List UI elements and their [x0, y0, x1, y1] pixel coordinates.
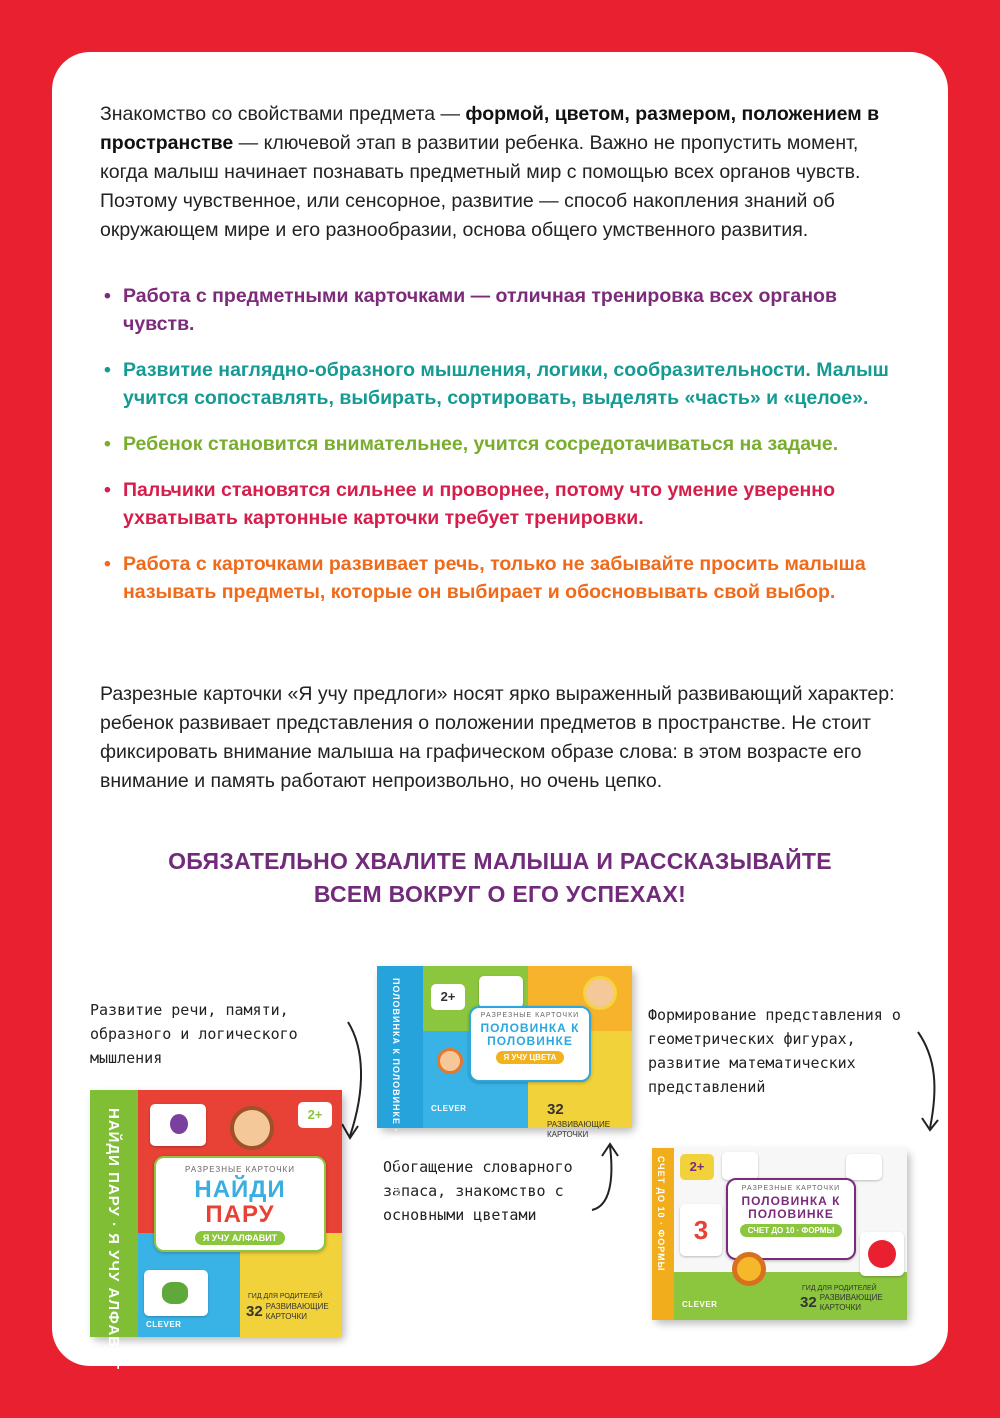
- label-title-line-2: ПАРУ: [205, 1201, 275, 1229]
- label-title-line-1: НАЙДИ: [194, 1176, 286, 1203]
- intro-bold-properties: формой, цветом, размером, положением в пространстве: [100, 103, 880, 154]
- benefit-item: • Ребенок становится внимательнее, учится сосредотачиваться на задаче.: [100, 430, 900, 458]
- callout-line-2: ВСЕМ ВОКРУГ О ЕГО УСПЕХАХ!: [313, 881, 687, 907]
- parent-guide-label: ГИД ДЛЯ РОДИТЕЛЕЙ: [248, 1293, 323, 1300]
- card-count-label: РАЗВИВАЮЩИЕ КАРТОЧКИ: [819, 1293, 883, 1312]
- lion-illustration: [732, 1252, 766, 1286]
- age-badge: 2+: [431, 984, 465, 1010]
- spine-title: СЧЕТ ДО 10 · ФОРМЫ: [656, 1156, 666, 1272]
- box-face: [423, 966, 632, 1139]
- card-count: [246, 1302, 334, 1322]
- arrow-right-icon: [908, 1028, 948, 1138]
- box-face: [674, 1148, 907, 1320]
- label-series: РАЗРЕЗНЫЕ КАРТОЧКИ: [741, 1185, 841, 1192]
- note-alphabet-box: Развитие речи, памяти, образного и логического мышления: [90, 1001, 298, 1067]
- card-count-label: РАЗВИВАЮЩИЕ КАРТОЧКИ: [547, 1120, 611, 1139]
- card-count-number: 32: [800, 1294, 817, 1311]
- label-subtitle: Я УЧУ ЦВЕТА: [496, 1051, 565, 1064]
- kids-illustration: [437, 1048, 463, 1074]
- kids-illustration: [583, 976, 617, 1010]
- note-colors-box: Обогащение словарного запаса, знакомство с основными цветами: [383, 1158, 573, 1224]
- box-label: [726, 1178, 856, 1260]
- note-count-box: Формирование представления о геометрических фигурах, развитие математических представлений: [648, 1006, 901, 1096]
- benefit-item: • Работа с предметными карточками — отличная тренировка всех органов чувств.: [100, 282, 900, 338]
- card-number: 3: [693, 1215, 709, 1245]
- box-face: [138, 1090, 342, 1337]
- brand-logo: CLEVER: [682, 1300, 718, 1309]
- card-count: [800, 1293, 888, 1313]
- intro-text-end: — ключевой этап в развитии ребенка. Важно не пропустить момент, когда малыш начинает познавать предметный мир с помощью всех органов чувств. Поэтому чувственное, или сенсорное, развитие — способ накопления знаний об окружающем мире и его разнообразии, основа общего умственного развития.: [100, 132, 861, 241]
- parent-guide: [248, 1292, 323, 1302]
- label-subtitle: СЧЕТ ДО 10 · ФОРМЫ: [740, 1224, 843, 1237]
- arrow-middle-icon: [588, 1140, 628, 1215]
- card-count-label: РАЗВИВАЮЩИЕ КАРТОЧКИ: [265, 1302, 329, 1321]
- box-spine: [652, 1148, 674, 1320]
- label-series: РАЗРЕЗНЫЕ КАРТОЧКИ: [480, 1012, 580, 1019]
- shape-card: [860, 1232, 904, 1276]
- benefit-item: • Работа с карточками развивает речь, только не забывайте просить малыша называть предметы, которые он выбирает и обосновывать свой выбор.: [100, 550, 900, 606]
- praise-callout: [100, 845, 900, 911]
- mini-card: [479, 976, 523, 1008]
- mini-card: [144, 1270, 208, 1316]
- intro-paragraph: [100, 100, 900, 245]
- label-title: ПОЛОВИНКА К ПОЛОВИНКЕ: [741, 1194, 841, 1221]
- outro-paragraph: Разрезные карточки «Я учу предлоги» носят ярко выраженный развивающий характер: ребенок развивает представления о положении предметов в пространстве. Не стоит фиксировать внимание малыша на графическом образе слова: в этом возрасте его внимание и память работают непроизвольно, но очень цепко.: [100, 683, 895, 792]
- box-label: [154, 1156, 326, 1252]
- product-box-count: [652, 1148, 907, 1320]
- label-title: [156, 1177, 324, 1227]
- number-card: [680, 1204, 722, 1256]
- label-title: ПОЛОВИНКА К ПОЛОВИНКЕ: [480, 1021, 580, 1048]
- callout-line-1: ОБЯЗАТЕЛЬНО ХВАЛИТЕ МАЛЫША И РАССКАЗЫВАЙТЕ: [168, 848, 832, 874]
- brand-logo: CLEVER: [146, 1320, 182, 1329]
- age-badge: 2+: [680, 1154, 714, 1180]
- card-count-number: 32: [547, 1101, 564, 1118]
- spine-title: ПОЛОВИНКА К ПОЛОВИНКЕ · Я УЧУ ЦВЕТА: [391, 978, 401, 1207]
- girl-illustration: [230, 1106, 274, 1150]
- product-box-alphabet: [90, 1090, 342, 1371]
- age-badge: 2+: [298, 1102, 332, 1128]
- mini-card: [150, 1104, 206, 1146]
- label-series: РАЗРЕЗНЫЕ КАРТОЧКИ: [185, 1165, 295, 1174]
- mini-card: [846, 1154, 882, 1180]
- card-count-number: 32: [246, 1303, 263, 1320]
- benefit-item: • Пальчики становятся сильнее и проворнее, потому что умение уверенно ухватывать картонные карточки требует тренировки.: [100, 476, 900, 532]
- parent-guide-label: ГИД ДЛЯ РОДИТЕЛЕЙ: [802, 1285, 877, 1292]
- label-subtitle: Я УЧУ АЛФАВИТ: [195, 1231, 285, 1245]
- benefit-item: • Развитие наглядно-образного мышления, логики, сообразительности. Малыш учится сопоставлять, выбирать, сортировать, выделять «часть» и «целое».: [100, 356, 900, 412]
- brand-logo: CLEVER: [431, 1104, 467, 1113]
- box-label: [469, 1006, 591, 1082]
- box-spine: [377, 966, 423, 1207]
- intro-text-start: Знакомство со свойствами предмета —: [100, 103, 466, 125]
- mini-card: [722, 1152, 758, 1180]
- benefits-list: [100, 282, 900, 624]
- card-count: [547, 1100, 627, 1140]
- spine-title: НАЙДИ ПАРУ · Я УЧУ АЛФАВИТ: [105, 1108, 122, 1371]
- box-spine: [90, 1090, 138, 1371]
